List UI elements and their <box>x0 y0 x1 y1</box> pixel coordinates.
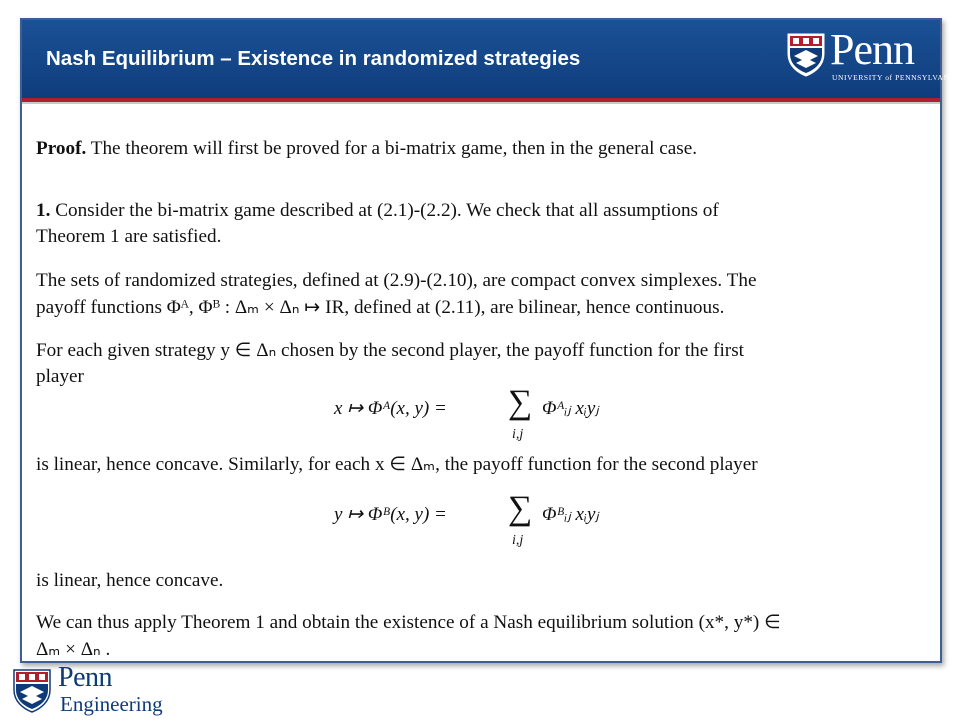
slide-title: Nash Equilibrium – Existence in randomized strategies <box>46 47 581 70</box>
header-bar <box>22 20 959 98</box>
given-line-2: player <box>36 366 84 387</box>
eq2-left: y ↦ Φᴮ(x, y) = <box>334 504 447 525</box>
proof-heading: Proof. <box>36 138 87 159</box>
slide-frame <box>20 18 959 663</box>
sum-index-2: i,j <box>512 533 524 548</box>
sum-index: i,j <box>512 427 524 442</box>
given-line-1: For each given strategy y ∈ Δₙ chosen by the second player, the payoff function for the first <box>36 340 744 361</box>
step-text-2: Theorem 1 are satisfied. <box>36 226 222 247</box>
footer-logo <box>12 662 172 720</box>
sets-line-2: payoff functions Φᴬ, Φᴮ : Δₘ × Δₙ ↦ IR, defined at (2.11), are bilinear, hence continuous. <box>36 297 725 318</box>
penn-logo <box>786 25 959 90</box>
grey-divider <box>22 102 940 104</box>
conclusion-line-1: We can thus apply Theorem 1 and obtain the existence of a Nash equilibrium solution (x*, y*) ∈ <box>36 612 781 633</box>
sum-symbol-2: ∑ <box>508 490 533 527</box>
eq1-left: x ↦ Φᴬ(x, y) = <box>334 398 447 419</box>
proof-intro-line <box>36 136 928 161</box>
linear-line-2: is linear, hence concave. <box>36 570 224 591</box>
footer-penn: Penn <box>58 662 112 693</box>
linear-line: is linear, hence concave. Similarly, for each x ∈ Δₘ, the payoff function for the second player <box>36 454 758 475</box>
proof-intro: The theorem will first be proved for a bi-matrix game, then in the general case. <box>90 138 698 159</box>
sum-symbol: ∑ <box>508 384 533 421</box>
sets-line-1: The sets of randomized strategies, defined at (2.9)-(2.10), are compact convex simplexes. The <box>36 270 757 291</box>
penn-shield-icon <box>786 32 826 78</box>
eq2-right: Φᴮᵢⱼ xᵢyⱼ <box>542 504 599 525</box>
eq1-right: Φᴬᵢⱼ xᵢyⱼ <box>542 398 599 419</box>
penn-engineering-shield-icon <box>12 668 52 714</box>
step-text-1: Consider the bi-matrix game described at (2.1)-(2.2). We check that all assumptions of <box>55 200 719 221</box>
step-line-1 <box>36 198 928 223</box>
conclusion-line-2: Δₘ × Δₙ . <box>36 639 111 660</box>
footer-engineering: Engineering <box>60 692 163 716</box>
penn-wordmark: Penn <box>830 25 914 74</box>
penn-subtitle: UNIVERSITY of PENNSYLVANIA <box>832 73 959 82</box>
step-number: 1. <box>36 200 51 221</box>
